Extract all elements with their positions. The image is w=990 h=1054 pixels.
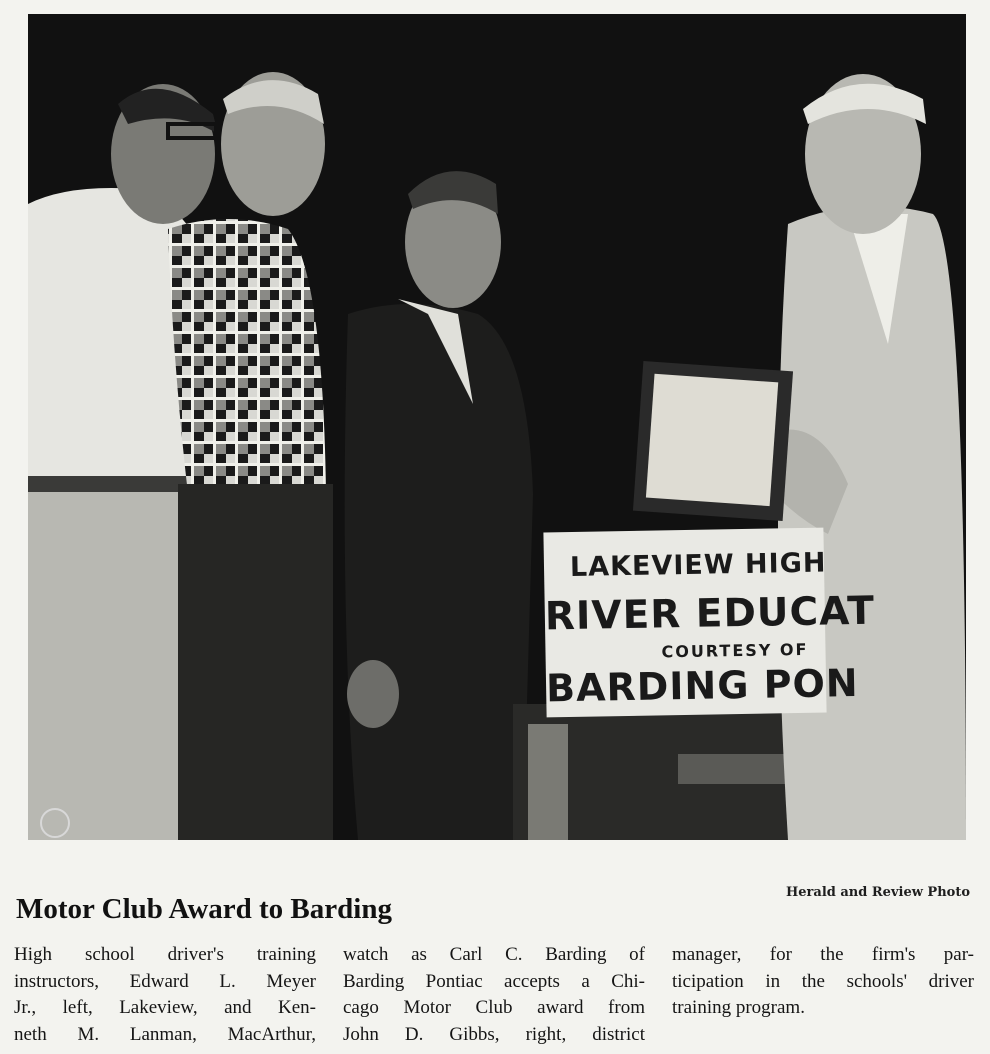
caption-line: neth M. Lanman, MacArthur, [14, 1023, 316, 1045]
caption-line: High school driver's training [14, 944, 316, 965]
caption-line: Jr., left, Lakeview, and Ken- [14, 997, 316, 1018]
caption-line: watch as Carl C. Barding of [343, 944, 645, 965]
caption-column-1 [14, 942, 316, 1048]
caption-line: manager, for the firm's par- [672, 944, 974, 965]
caption-line: Barding Pontiac accepts a Chi- [343, 970, 645, 992]
headline: Motor Club Award to Barding [16, 893, 392, 925]
caption-line: John D. Gibbs, right, district [343, 1023, 645, 1045]
sign-line-3: COURTESY OF [661, 639, 809, 662]
caption-line: training program. [672, 997, 805, 1018]
sign-line-1: LAKEVIEW HIGH [569, 547, 827, 583]
certificate-paper [646, 374, 778, 506]
circle-mark-icon [40, 808, 70, 838]
news-photo [28, 14, 966, 840]
caption-line: instructors, Edward L. Meyer [14, 970, 316, 992]
caption-line: cago Motor Club award from [343, 997, 645, 1018]
photo-credit: Herald and Review Photo [786, 885, 970, 900]
award-certificate [633, 361, 793, 521]
driver-education-sign [543, 528, 876, 718]
caption-column-3 [672, 942, 974, 1022]
sign-line-4: BARDING PON [545, 660, 859, 711]
photo-illustration [28, 14, 966, 840]
sign-line-2: RIVER EDUCAT [544, 588, 876, 640]
caption-column-2 [343, 942, 645, 1048]
caption-line: ticipation in the schools' driver [672, 970, 974, 992]
